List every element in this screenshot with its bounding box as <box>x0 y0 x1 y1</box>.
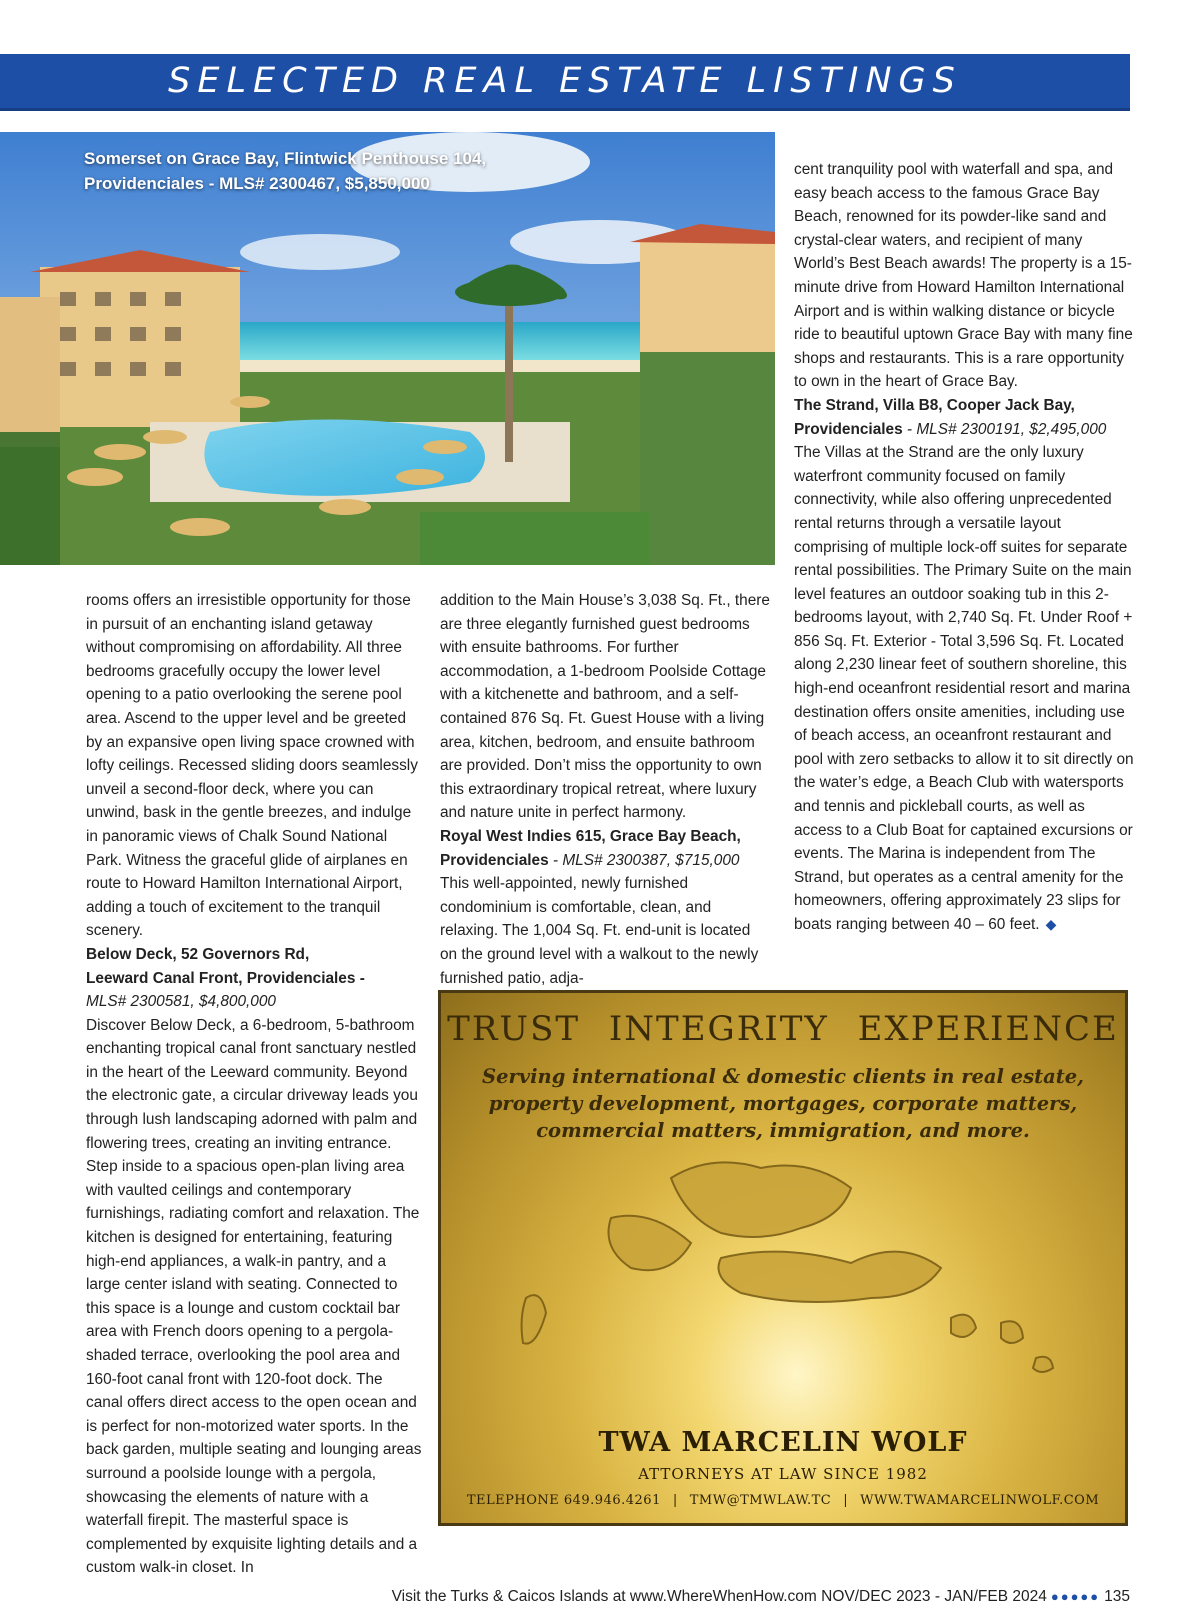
ad-tagline-line-3: commercial matters, immigration, and more. <box>536 1119 1030 1142</box>
firm-telephone: TELEPHONE 649.946.4261 <box>466 1493 661 1508</box>
listing-heading-dash: - <box>355 969 365 987</box>
ad-tagline-line-2: property development, mortgages, corporate matters, <box>488 1092 1078 1115</box>
ad-headline: TRUST INTEGRITY EXPERIENCE <box>447 1009 1119 1049</box>
page-number: 135 <box>1104 1588 1130 1605</box>
firm-email[interactable]: TMW@TMWLAW.TC <box>689 1493 832 1508</box>
listing-heading-line-2: Providenciales <box>440 851 549 869</box>
listing-body: rooms offers an irresistible opportunity for those in pursuit of an enchanting island getaway without compromising on affordability. All three bedrooms gracefully occupy the lower level opening to a patio overlooking the serene pool area. Ascend to the upper level and be greeted by an expansive open living space crowned with lofty ceilings. Recessed sliding doors seamlessly unveil a second-floor deck, where you can unwind, bask in the gentle breezes, and indulge in panoramic views of Chalk Sound National Park. Witness the graceful glide of airplanes en route to Howard Hamilton International Airport, adding a touch of excitement to the tranquil scenery. <box>86 592 418 940</box>
contact-separator: | <box>672 1493 678 1508</box>
caption-line-1: Somerset on Grace Bay, Flintwick Penthouse 104, <box>84 149 487 168</box>
listing-photo <box>0 132 775 565</box>
listing-body: addition to the Main House’s 3,038 Sq. Ft., there are three elegantly furnished guest bedrooms with ensuite bathrooms. For further accommodation, a 1-bedroom Poolside Cottage with a kitchenette and bathroom, and a self-contained 876 Sq. Ft. Guest House with a living area, kitchen, bedroom, and ensuite bathroom are provided. Don’t miss the opportunity to own this extraordinary tropical retreat, where luxury and nature unite in perfect harmony. <box>440 592 770 822</box>
listing-heading <box>440 825 770 872</box>
firm-contact <box>451 1493 1115 1508</box>
footer-text: Visit the Turks & Caicos Islands at www.WhereWhenHow.com NOV/DEC 2023 - JAN/FEB 2024 <box>391 1588 1047 1605</box>
firm-name: TWA MARCELIN WOLF <box>598 1427 968 1458</box>
listing-body <box>794 441 1134 936</box>
ad-tagline-line-1: Serving international & domestic clients in real estate, <box>482 1065 1084 1088</box>
listing-heading <box>86 943 422 990</box>
firm-website[interactable]: WWW.TWAMARCELINWOLF.COM <box>860 1493 1100 1508</box>
page-footer <box>392 1588 1130 1606</box>
law-firm-advertisement <box>438 990 1128 1526</box>
islands-map-icon <box>481 1148 1091 1418</box>
listing-heading <box>794 394 1134 441</box>
caption-line-2: Providenciales - MLS# 2300467, $5,850,000 <box>84 174 430 193</box>
photo-caption <box>84 146 604 196</box>
listing-mls-price: - MLS# 2300191, $2,495,000 <box>902 420 1107 438</box>
listing-body-text: The Villas at the Strand are the only luxury waterfront community focused on family connectivity, while also offering unprecedented rental returns through a versatile layout comprising of multiple lock-off suites for separate rental possibilities. The Primary Suite on the main level features an outdoor soaking tub in this 2-bedrooms layout, with 2,740 Sq. Ft. Under Roof + 856 Sq. Ft. Exterior - Total 3,596 Sq. Ft. Located along 2,230 linear feet of southern shoreline, this high-end oceanfront residential resort and marina destination offers onsite amenities, including use of beach access, an oceanfront restaurant and pool with zero setbacks to allow it to sit directly on the water’s edge, a Beach Club with watersports and tennis and pickleball courts, as well as access to a Club Boat for captained excursions or events. The Marina is independent from The Strand, but operates as a central amenity for the homeowners, offering approximately 23 slips for boats ranging between 40 – 60 feet. <box>794 444 1134 933</box>
footer-dots-icon: ●●●●● <box>1050 1589 1101 1604</box>
contact-separator: | <box>843 1493 849 1508</box>
listing-body: Discover Below Deck, a 6-bedroom, 5-bathroom enchanting tropical canal front sanctuary nestled in the heart of the Leeward community. Beyond the electronic gate, a circular driveway leads you through lush landscaping adorned with palm and flowering trees, creating an inviting entrance. Step inside to a spacious open-plan living area with vaulted ceilings and contemporary furnishings, radiating comfort and relaxation. The kitchen is designed for entertaining, featuring high-end appliances, a walk-in pantry, and a large center island with seating. Connected to this space is a lounge and custom cocktail bar area with French doors opening to a pergola-shaded terrace, overlooking the pool area and 160-foot canal front with 120-foot dock. The canal offers direct access to the open ocean and is perfect for non-motorized water sports. In the back garden, multiple seating and lounging areas surround a poolside lounge with a pergola, showcasing the elements of nature with a waterfall firepit. The masterful space is complemented by exquisite lighting details and a custom walk-in closet. In <box>86 1016 422 1577</box>
text-column-1 <box>86 589 422 1580</box>
ad-tagline <box>481 1063 1085 1144</box>
resort-photo-illustration <box>0 132 775 565</box>
text-column-2 <box>440 589 770 990</box>
listing-heading-line-2: Providenciales <box>794 420 903 438</box>
listing-heading-line-2: Leeward Canal Front, Providenciales <box>86 969 356 987</box>
section-banner <box>0 54 1130 111</box>
firm-subtitle: ATTORNEYS AT LAW SINCE 1982 <box>638 1465 928 1483</box>
text-column-3 <box>794 158 1134 937</box>
listing-body: This well-appointed, newly furnished condominium is comfortable, clean, and relaxing. The 1,004 Sq. Ft. end-unit is located on the ground level with a walkout to the newly furnished patio, adja- <box>440 875 759 987</box>
listing-heading-line-1: Below Deck, 52 Governors Rd, <box>86 945 310 963</box>
end-diamond-icon: ◆ <box>1045 916 1057 932</box>
section-title: SELECTED REAL ESTATE LISTINGS <box>168 61 962 101</box>
listing-heading-line-1: The Strand, Villa B8, Cooper Jack Bay, <box>794 396 1075 414</box>
listing-body: cent tranquility pool with waterfall and spa, and easy beach access to the famous Grace Bay Beach, renowned for its powder-like sand and crystal-clear waters, and recipient of many World’s Best Beach awards! The property is a 15-minute drive from Howard Hamilton International Airport and is within walking distance or bicycle ride to beautiful uptown Grace Bay with many fine shops and restaurants. This is a rare opportunity to own in the heart of Grace Bay. <box>794 161 1133 391</box>
listing-mls-price: - MLS# 2300387, $715,000 <box>548 851 740 869</box>
listing-heading-line-1: Royal West Indies 615, Grace Bay Beach, <box>440 827 741 845</box>
listing-mls-price: MLS# 2300581, $4,800,000 <box>86 993 276 1011</box>
